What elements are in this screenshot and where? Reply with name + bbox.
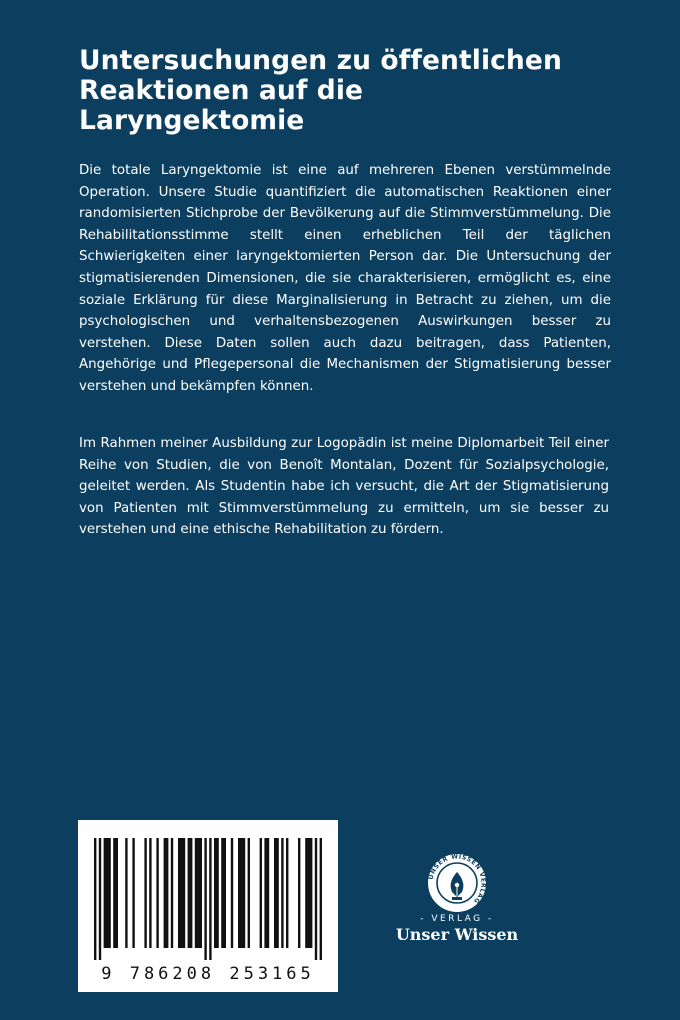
barcode-bar xyxy=(156,838,158,948)
barcode-bar xyxy=(281,838,283,948)
barcode-bar xyxy=(132,838,134,948)
barcode-bar xyxy=(209,838,211,960)
barcode-bar xyxy=(164,838,169,948)
barcode-bar xyxy=(104,838,111,948)
barcode-bar xyxy=(221,838,226,948)
barcode-bar xyxy=(125,838,127,948)
barcode-bar xyxy=(94,838,96,960)
barcode-bar xyxy=(214,838,219,948)
seal-ring-text: UNSER WISSEN VERLAG xyxy=(427,853,487,905)
barcode-bar xyxy=(188,838,193,948)
barcode-bar xyxy=(238,838,245,948)
barcode-bar xyxy=(320,838,322,960)
barcode-bar xyxy=(171,838,173,948)
title-line-3: Laryngektomie xyxy=(79,105,305,136)
barcode-bar xyxy=(274,838,279,948)
blurb-paragraph-2: Im Rahmen meiner Ausbildung zur Logopädin ist meine Diplomarbeit Teil einer Reihe von Studien, die von Benoît Montalan, Dozent für Sozialpsychologie, geleitet werden. Als Studentin habe ich versucht, die Art der Stigmatisierung von Patienten mit Stimmverstümmelung zu ermitteln, um sie besser zu verstehen und eine ethische Rehabilitation zu fördern. xyxy=(79,436,609,538)
barcode-bar xyxy=(204,838,206,960)
barcode-bar xyxy=(264,838,269,948)
barcode-bar xyxy=(305,838,312,948)
title-line-2: Reaktionen auf die xyxy=(79,75,364,106)
barcode-bars xyxy=(94,838,322,960)
title-line-1: Untersuchungen zu öffentlichen xyxy=(79,45,562,76)
barcode-bar xyxy=(231,838,233,948)
barcode-bar xyxy=(195,838,202,948)
publisher-label: - VERLAG - xyxy=(420,914,494,924)
isbn-barcode xyxy=(78,820,338,992)
isbn-number: 9 786208 253165 xyxy=(101,964,315,984)
barcode-bar xyxy=(144,838,146,948)
barcode-bar xyxy=(178,838,185,948)
barcode-bar xyxy=(113,838,118,948)
publisher-name: Unser Wissen xyxy=(395,925,519,944)
barcode-bar xyxy=(315,838,317,960)
blurb-paragraph-1: Die totale Laryngektomie ist eine auf mehreren Ebenen verstümmelnde Operation. Unsere Studie quantifiziert die automatischen Reaktionen einer randomisierten Stichprobe der Bevölkerung auf die Stimmverstümmelung. Die Rehabilitationsstimme stellt einen erheblichen Teil der täglichen Schwierigkeiten einer laryngektomierten Person dar. Die Untersuchung der stigmatisierenden Dimensionen, die sie charakterisieren, ermöglicht es, eine soziale Erklärung für diese Marginalisierung in Betracht zu ziehen, um die psychologischen und verhaltensbezogenen Auswirkungen besser zu verstehen. Diese Daten sollen auch dazu beitragen, dass Patienten, Angehörige und Pflegepersonal die Mechanismen der Stigmatisierung besser verstehen und bekämpfen können. xyxy=(79,163,611,394)
barcode-bar xyxy=(286,838,288,948)
barcode-bar xyxy=(149,838,151,948)
fountain-pen-seal-icon xyxy=(426,852,488,914)
barcode-bar xyxy=(298,838,300,948)
barcode-bar xyxy=(99,838,101,960)
publisher-logo xyxy=(392,852,522,952)
barcode-bar xyxy=(260,838,262,948)
barcode-bar xyxy=(248,838,250,948)
book-title xyxy=(79,46,619,136)
